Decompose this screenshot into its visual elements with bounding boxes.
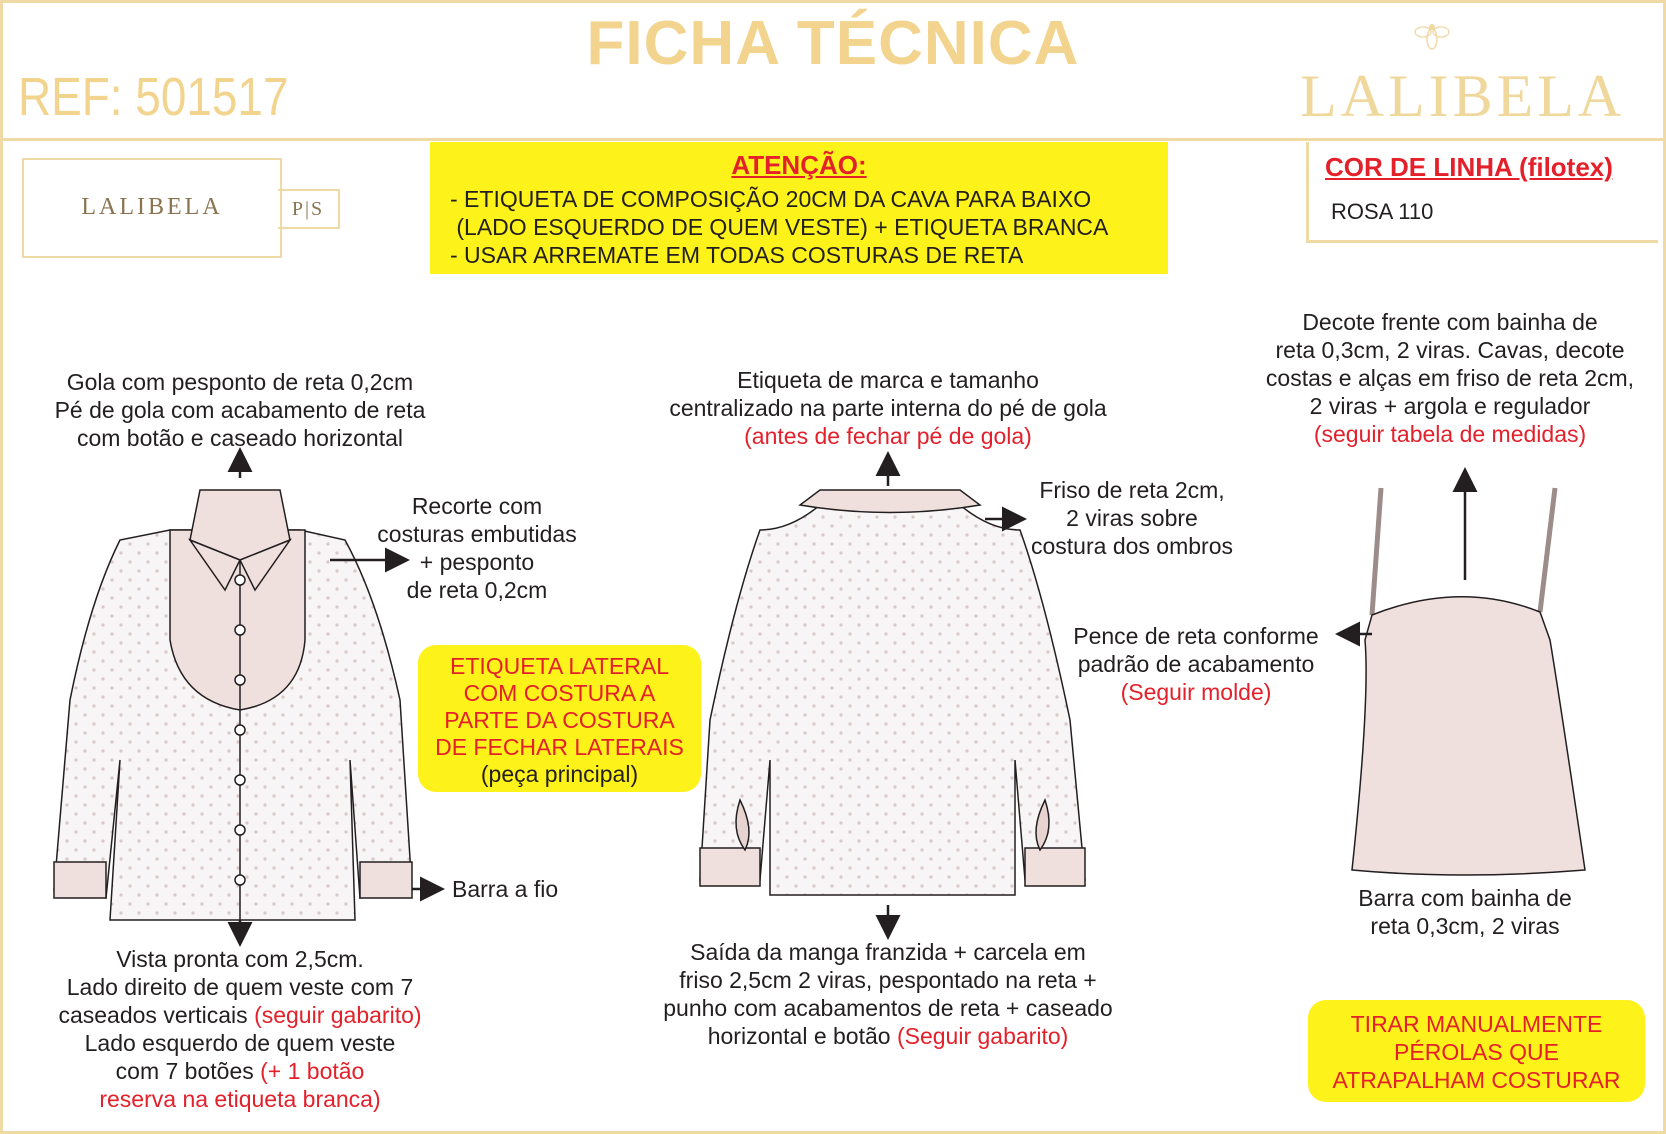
camisole-drawing [1352, 488, 1585, 875]
placket-note: Vista pronta com 2,5cm. Lado direito de quem veste com 7 caseados verticais (seguir gabarito) Lado esquerdo de quem veste com 7 botões (+ 1 botão reserva na etiqueta branca) [58, 946, 422, 1112]
brand-label-text: LALIBELA [81, 194, 223, 220]
hem-note: Barra a fio [452, 876, 559, 902]
sleeve-note: Saída da manga franzida + carcela em friso 2,5cm 2 viras, pespontado na reta + punho com acabamentos de reta + caseado horizontal e botão (Seguir gabarito) [663, 939, 1113, 1049]
pearls-warning-note: TIRAR MANUALMENTE PÉROLAS QUE ATRAPALHAM COSTURAR [1332, 1011, 1621, 1093]
yoke-note: Recorte com costuras embutidas + pesponto de reta 0,2cm [377, 493, 577, 603]
brand-label-note: Etiqueta de marca e tamanho centralizado na parte interna do pé de gola (antes de fechar pé de gola) [669, 367, 1107, 449]
front-shirt-drawing [54, 490, 412, 920]
reference-code: REF: 501517 [18, 67, 289, 127]
shoulder-note: Friso de reta 2cm, 2 viras sobre costura dos ombros [1031, 477, 1233, 559]
thread-color-title: COR DE LINHA (filotex) [1325, 152, 1613, 182]
attention-line: (LADO ESQUERDO DE QUEM VESTE) + ETIQUETA BRANCA [450, 214, 1109, 240]
side-label-note: ETIQUETA LATERAL COM COSTURA A PARTE DA COSTURA DE FECHAR LATERAIS (peça principal) [435, 653, 684, 787]
camisole-hem-note: Barra com bainha de reta 0,3cm, 2 viras [1358, 885, 1572, 939]
attention-line: - ETIQUETA DE COMPOSIÇÃO 20CM DA CAVA PARA BAIXO [450, 186, 1092, 212]
dart-note: Pence de reta conforme padrão de acabamento (Seguir molde) [1073, 623, 1319, 705]
neckline-note: Decote frente com bainha de reta 0,3cm, 2 viras. Cavas, decote costas e alças em friso de reta 2cm, 2 viras + argola e regulador (seguir tabela de medidas) [1265, 309, 1635, 447]
collar-note: Gola com pesponto de reta 0,2cm Pé de gola com acabamento de reta com botão e caseado horizontal [54, 369, 426, 451]
attention-line: - USAR ARREMATE EM TODAS COSTURAS DE RETA [450, 242, 1024, 268]
attention-title: ATENÇÃO: [731, 150, 867, 180]
thread-color-value: ROSA 110 [1331, 199, 1434, 224]
page-title: FICHA TÉCNICA [586, 9, 1080, 78]
size-label-sample: P|S [278, 189, 340, 229]
brand-logo: LALIBELA [1300, 63, 1626, 129]
